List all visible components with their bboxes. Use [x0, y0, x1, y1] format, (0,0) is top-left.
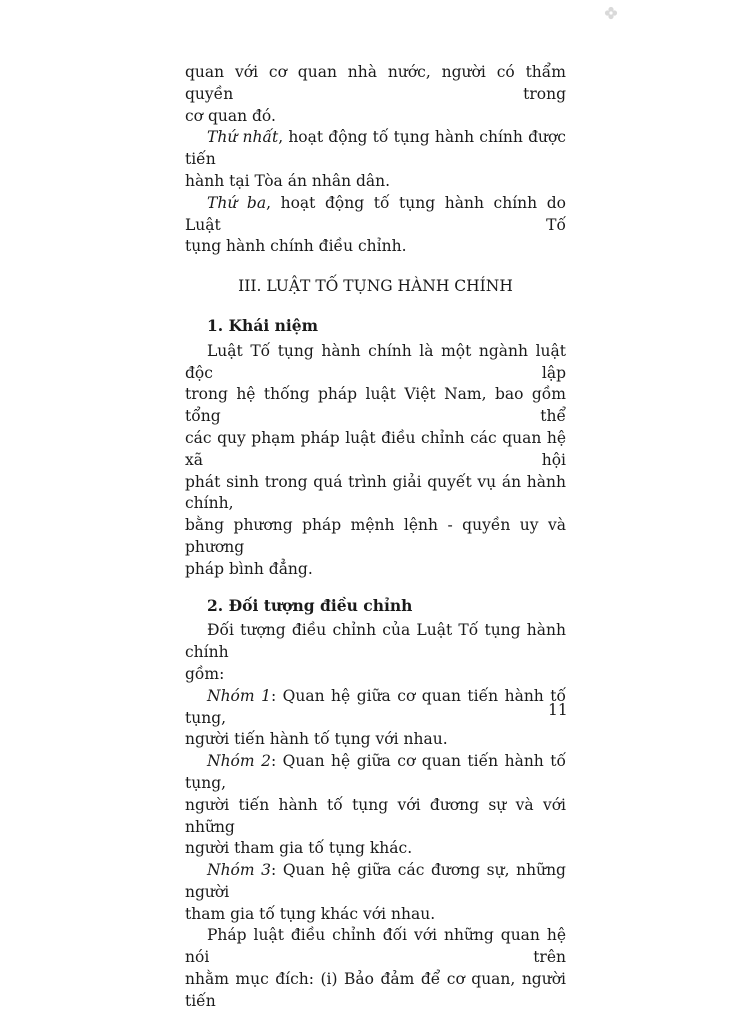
group-2-line: người tiến hành tố tụng với đương sự và với những [185, 795, 566, 836]
subsection-heading-concept: 1. Khái niệm [207, 315, 319, 335]
group-3-line: tham gia tố tụng khác với nhau. [185, 904, 436, 923]
page-body [185, 62, 566, 1013]
concept-line: phát sinh trong quá trình giải quyết vụ án hành chính, [185, 472, 566, 513]
paragraph-first-point: Thứ nhất, hoạt động tố tụng hành chính được tiến [185, 128, 566, 169]
paragraph-continuation-end: cơ quan đó. [185, 106, 276, 125]
concept-line: pháp bình đẳng. [185, 559, 313, 578]
group-2-line: Nhóm 2: Quan hệ giữa cơ quan tiến hành tố tụng, [185, 752, 566, 792]
flower-mark-icon [604, 6, 618, 20]
paragraph-continuation: quan với cơ quan nhà nước, người có thẩm quyền trong [185, 63, 566, 103]
paragraph-third-point-end: tụng hành chính điều chỉnh. [185, 237, 407, 256]
group-3-line: Nhóm 3: Quan hệ giữa các đương sự, những người [185, 861, 566, 901]
page-number: 11 [548, 701, 568, 719]
scope-intro-line: gồm: [185, 664, 225, 683]
closing-line: Pháp luật điều chỉnh đối với những quan hệ nói trên [185, 926, 566, 967]
concept-line: các quy phạm pháp luật điều chỉnh các quan hệ xã hội [185, 428, 566, 469]
subsection-heading-scope: 2. Đối tượng điều chỉnh [207, 595, 413, 615]
section-title: III. LUẬT TỐ TỤNG HÀNH CHÍNH [238, 277, 513, 296]
group-1-line: người tiến hành tố tụng với nhau. [185, 730, 448, 749]
paragraph-first-point-end: hành tại Tòa án nhân dân. [185, 171, 391, 190]
closing-line: nhằm mục đích: (i) Bảo đảm để cơ quan, người tiến [185, 970, 566, 1010]
scope-intro-line: Đối tượng điều chỉnh của Luật Tố tụng hành chính [185, 621, 566, 662]
group-2-line: người tham gia tố tụng khác. [185, 839, 413, 858]
concept-line: trong hệ thống pháp luật Việt Nam, bao gồm tổng thể [185, 385, 566, 426]
concept-line: bằng phương pháp mệnh lệnh - quyền uy và phương [185, 516, 566, 556]
group-1-line: Nhóm 1: Quan hệ giữa cơ quan tiến hành tố tụng, [185, 686, 566, 727]
concept-line: Luật Tố tụng hành chính là một ngành luật độc lập [185, 341, 566, 382]
paragraph-third-point: Thứ ba, hoạt động tố tụng hành chính do Luật Tố [185, 193, 566, 234]
